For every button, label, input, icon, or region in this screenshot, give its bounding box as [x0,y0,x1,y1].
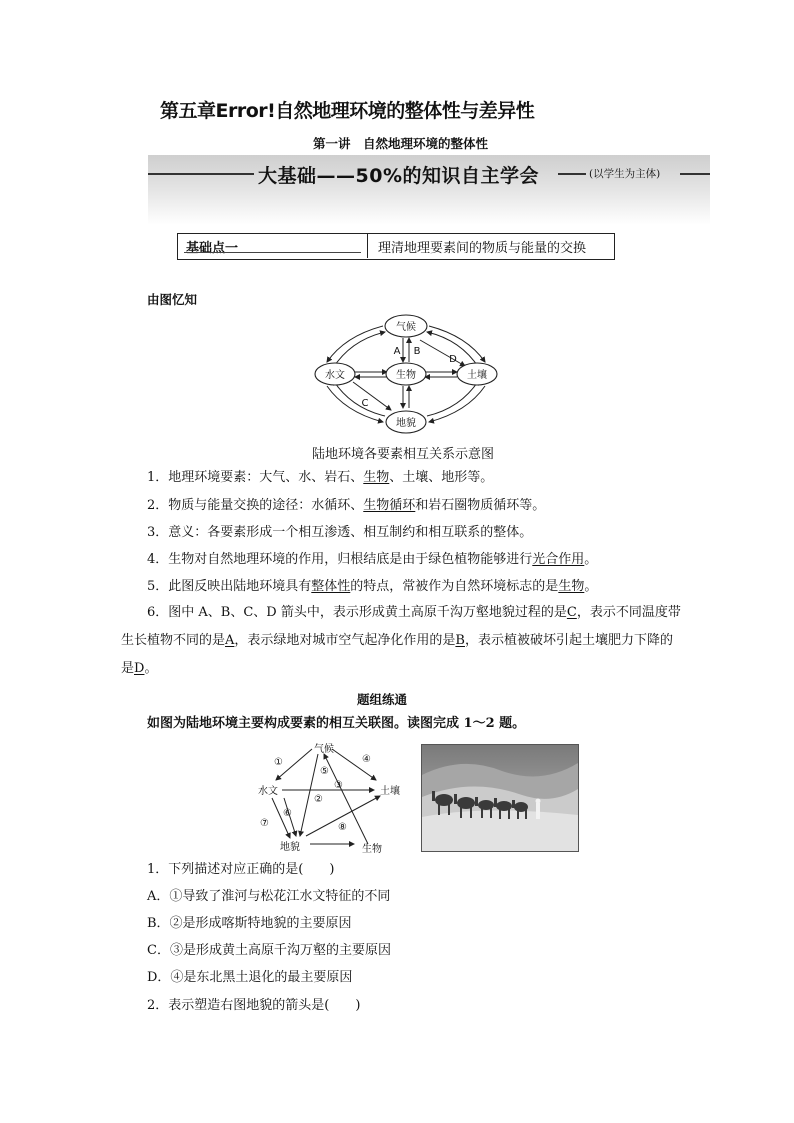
desert-camel-photo [421,744,579,852]
banner-rule-right [680,173,710,175]
point-4-text: 4．生物对自然地理环境的作用，归根结底是由于绿色植物能够进行 [147,552,533,567]
knowledge-point-label-cell [178,234,368,258]
point-2-text-end: 和岩石圈物质循环等。 [415,498,546,513]
d2-node-biology: 生物 [362,844,382,855]
point-5-text: 5．此图反映出陆地环境具有 [147,579,312,594]
diagram1-caption: 陆地环境各要素相互关系示意图 [312,447,495,462]
d2-number-3: ③ [334,780,343,791]
knowledge-point-label: 基础点一 [186,241,239,256]
node-hydrology-label: 水文 [325,370,345,381]
d2-node-climate: 气候 [314,744,334,755]
point-6-text-3: ，表示绿地对城市空气起净化作用的是 [234,633,456,648]
banner-rule-mid [558,173,586,175]
d2-number-8: ⑧ [338,822,347,833]
point-3 [147,523,532,543]
label-underline [184,252,361,253]
point-1 [147,468,493,488]
d2-node-landform: 地貌 [280,842,300,853]
section-recall-label: 由图忆知 [147,292,198,307]
point-6-text-1: 6．图中 A、B、C、D 箭头中，表示形成黄土高原千沟万壑地貌过程的是 [147,605,567,620]
d2-number-1: ① [274,757,283,768]
point-5 [147,577,597,597]
d2-number-4: ④ [362,754,371,765]
arrow-label-d: D [449,354,457,365]
point-4-text-end: 。 [584,552,598,567]
point-3-text: 3．意义：各要素形成一个相互渗透、相互制约和相互联系的整体。 [147,525,533,540]
section-banner [148,155,710,225]
arrow-label-b: B [413,346,421,357]
point-2 [147,496,545,516]
d2-node-soil: 土壤 [380,786,400,797]
practice-title: 题组练通 [357,692,408,707]
point-5-text-mid: 的特点，常被作为自然环境标志的是 [350,579,559,594]
lecture-subtitle: 第一讲 自然地理环境的整体性 [313,136,489,151]
question-1-option-a: A．①导致了淮河与松花江水文特征的不同 [147,889,391,904]
chapter-title: 第五章Error!自然地理环境的整体性与差异性 [160,100,535,122]
d2-number-6: ⑥ [283,808,292,819]
d2-number-7: ⑦ [260,818,269,829]
point-6 [121,599,681,683]
point-6-answer-1: C [566,605,577,620]
node-climate-label: 气候 [396,322,416,333]
point-2-answer: 生物循环 [363,498,416,513]
d2-node-hydrology: 水文 [258,786,278,797]
point-1-text: 1．地理环境要素：大气、水、岩石、 [147,470,364,485]
point-1-text-end: 、土壤、地形等。 [389,470,494,485]
point-1-answer: 生物 [363,470,390,485]
question-1-option-c: C．③是形成黄土高原千沟万壑的主要原因 [147,943,391,958]
arrow-label-a: A [393,346,401,357]
d2-number-5: ⑤ [320,766,329,777]
arrow-label-c: C [361,398,369,409]
point-6-answer-3: B [455,633,465,648]
pentagon-relationship-diagram [250,740,410,856]
banner-main-text: 大基础——50%的知识自主学会 [258,165,539,187]
point-6-text-2: ，表示不同温度带生长植物不同的是 [121,605,681,648]
banner-side-text: (以学生为主体) [589,168,661,180]
point-4-answer: 光合作用 [532,552,585,567]
point-5-answer-1: 整体性 [311,579,351,594]
point-6-text-5: 。 [144,661,158,676]
point-5-answer-2: 生物 [558,579,585,594]
practice-intro: 如图为陆地环境主要构成要素的相互关联图。读图完成 1～2 题。 [147,716,526,731]
question-1-option-d: D．④是东北黑土退化的最主要原因 [147,970,353,985]
question-1-option-b: B．②是形成喀斯特地貌的主要原因 [147,916,352,931]
node-landform-label: 地貌 [396,418,416,429]
point-6-answer-2: A [225,633,235,648]
d2-number-2: ② [314,794,323,805]
camel-caravan-image [422,745,578,851]
question-2-stem: 2．表示塑造右图地貌的箭头是( ) [147,998,361,1013]
point-5-text-end: 。 [584,579,598,594]
point-4 [147,550,597,570]
point-6-text-4: ，表示植被破坏引起土壤肥力下降的是 [121,633,673,676]
node-biology-label: 生物 [396,370,416,381]
element-relationship-diagram [305,310,525,438]
knowledge-point-text: 理清地理要素间的物质与能量的交换 [378,241,587,256]
point-6-answer-4: D [134,661,145,676]
knowledge-point-box [177,233,615,260]
node-soil-label: 土壤 [467,370,487,381]
banner-rule-left [148,173,254,175]
question-1-stem: 1．下列描述对应正确的是( ) [147,862,335,877]
point-2-text: 2．物质与能量交换的途径：水循环、 [147,498,364,513]
